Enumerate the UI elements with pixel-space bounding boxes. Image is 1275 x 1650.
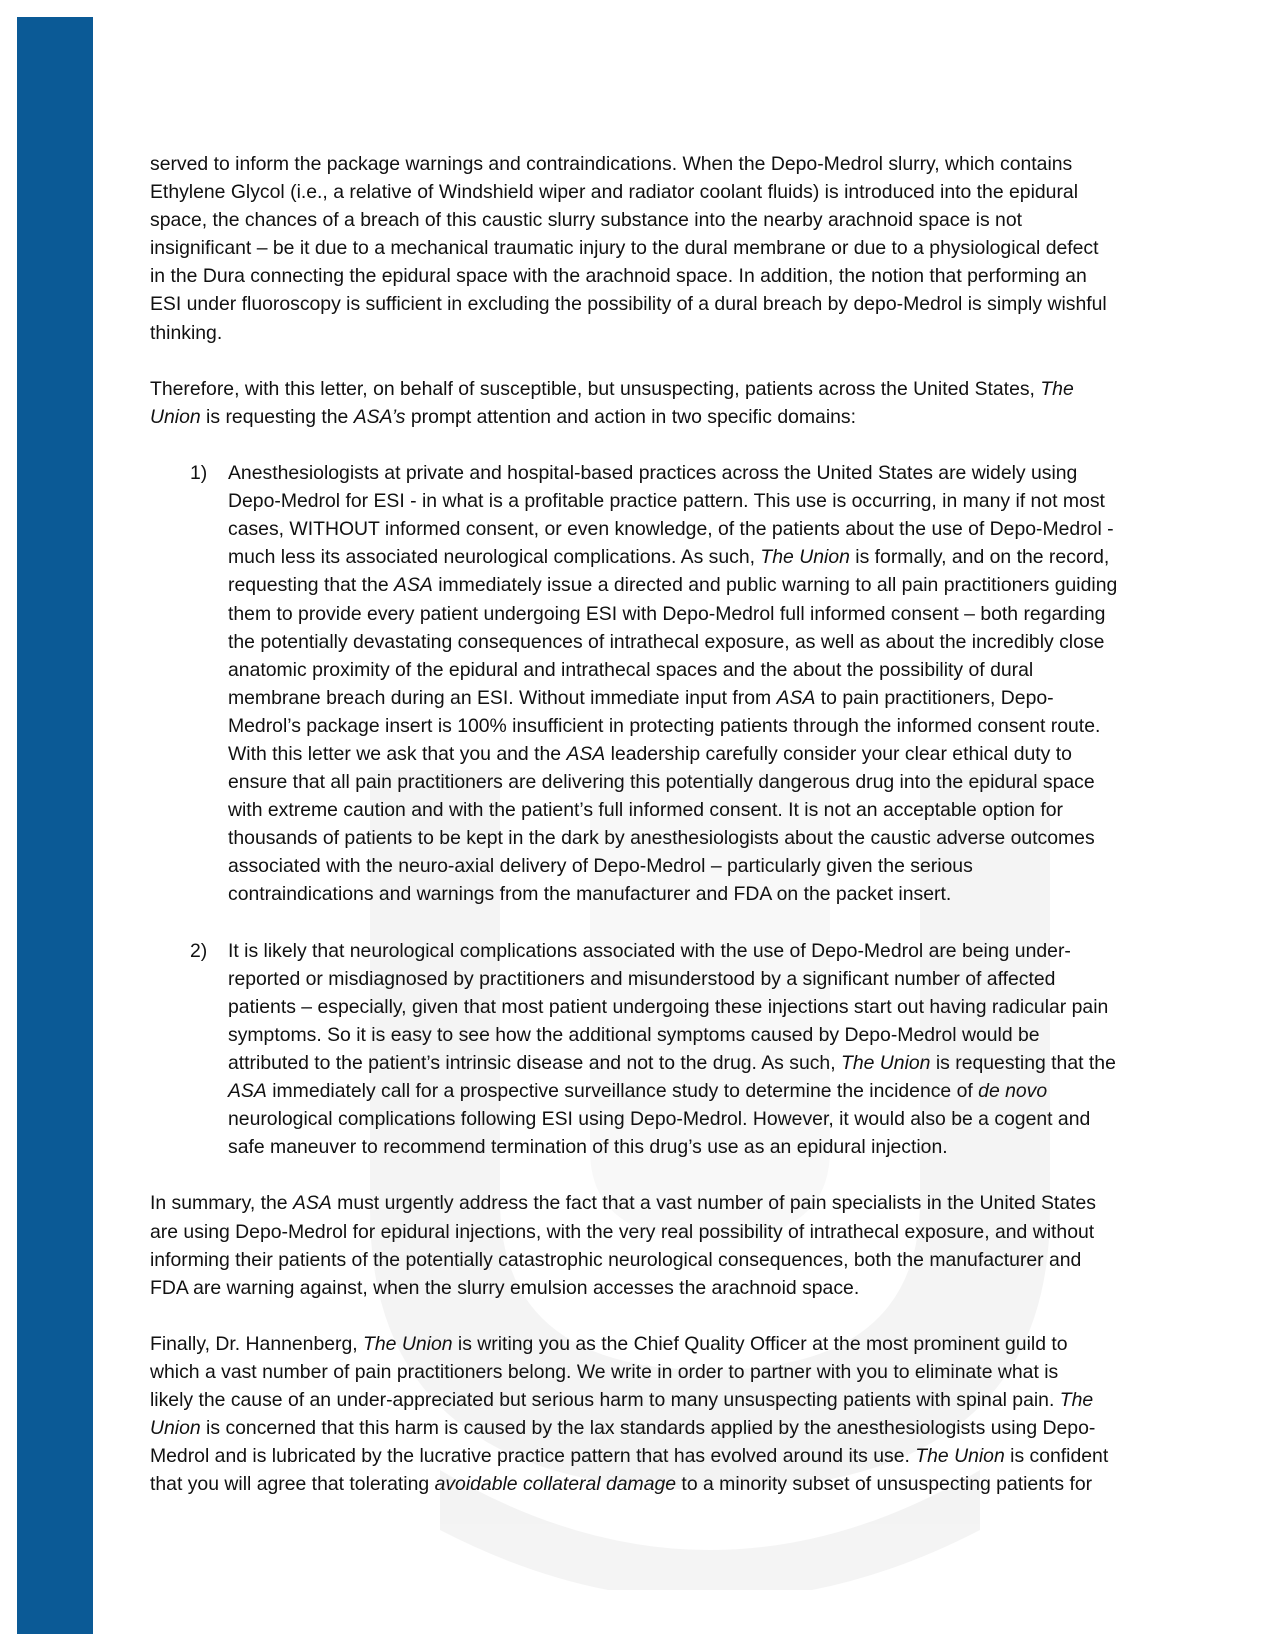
list-item-line: Anesthesiologists at private and hospital-based practices across the United States are widely using: [228, 462, 1078, 485]
paragraph-2: [150, 375, 1210, 431]
italic-run: The: [1059, 1389, 1094, 1412]
text-run: membrane breach during an ESI. Without immediate input from: [228, 686, 777, 709]
list-item-line: the potentially devastating consequences of intrathecal exposure, as well as about the incredibly close: [228, 630, 1105, 653]
list-item-line: Medrol’s package insert is 100% insufficient in protecting patients through the informed consent route.: [228, 714, 1101, 737]
text-run: prompt attention and action in two specific domains:: [405, 405, 857, 428]
italic-run: The: [1040, 377, 1074, 400]
paragraph-4-line: [150, 1442, 1210, 1470]
list-item-number: 1): [190, 462, 208, 485]
list-item-line: [228, 1077, 1210, 1105]
text-run: is concerned that this harm is caused by the lax standards applied by the anesthesiologists using Depo-: [200, 1417, 1096, 1440]
list-item-line: Depo-Medrol for ESI - in what is a profitable practice pattern. This use is occurring, in many if not most: [228, 490, 1105, 513]
italic-run: ASA: [566, 742, 606, 765]
list-item-line: [228, 543, 1210, 571]
list-item-line: [228, 1049, 1210, 1077]
paragraph-1: [150, 150, 1210, 347]
paragraph-1-line: insignificant – be it due to a mechanical traumatic injury to the dural membrane or due to a physiological defect: [150, 237, 1099, 260]
paragraph-1-line: space, the chances of a breach of this caustic slurry substance into the nearby arachnoid space is not: [150, 209, 1023, 232]
paragraph-1-line: in the Dura connecting the epidural space with the arachnoid space. In addition, the notion that performing an: [150, 265, 1087, 288]
text-run: immediately call for a prospective surveillance study to determine the incidence of: [266, 1080, 979, 1103]
list-item-line: them to provide every patient undergoing ESI with Depo-Medrol full informed consent – both regarding: [228, 602, 1106, 625]
paragraph-4-line: [150, 1386, 1210, 1414]
letter-body: [150, 150, 1210, 1527]
text-run: to pain practitioners, Depo-: [815, 686, 1054, 709]
list-item-number: 2): [190, 939, 208, 962]
italic-run: Union: [150, 405, 201, 428]
italic-run: The Union: [915, 1445, 1005, 1468]
list-item-line: with extreme caution and with the patient’s full informed consent. It is not an acceptable option for: [228, 799, 1063, 822]
text-run: With this letter we ask that you and the: [228, 742, 567, 765]
paragraph-4-line: [150, 1470, 1210, 1498]
paragraph-2-line: [150, 375, 1210, 403]
list-item-line: anatomic proximity of the epidural and intrathecal spaces and the about the possibility of dural: [228, 658, 1034, 681]
text-run: attributed to the patient’s intrinsic disease and not to the drug. As such,: [228, 1052, 841, 1074]
text-run: to a minority subset of unsuspecting patients for: [676, 1473, 1093, 1496]
list-item-2: [190, 937, 1210, 1162]
list-item-line: It is likely that neurological complications associated with the use of Depo-Medrol are being under-: [228, 939, 1071, 962]
italic-run: de novo: [978, 1080, 1048, 1103]
italic-run: The Union: [760, 546, 850, 569]
paragraph-4: [150, 1330, 1210, 1499]
list-item-line: thousands of patients to be kept in the dark by anesthesiologists about the caustic adverse outcomes: [228, 827, 1095, 850]
text-run: is requesting that the: [930, 1052, 1116, 1074]
request-list: [150, 459, 1210, 1161]
paragraph-3-line: informing their patients of the potentially catastrophic neurological consequences, both the manufacturer and: [150, 1248, 1082, 1271]
text-run: leadership carefully consider your clear ethical duty to: [605, 742, 1072, 765]
paragraph-4-line: [150, 1414, 1210, 1442]
italic-run: The Union: [363, 1332, 453, 1355]
italic-run: ASA: [394, 574, 433, 597]
paragraph-4-line: which a vast number of pain practitioners belong. We write in order to partner with you to eliminate what is: [150, 1361, 1059, 1384]
text-run: is confident: [1004, 1445, 1109, 1468]
text-run: immediately issue a directed and public warning to all pain practitioners guiding: [432, 574, 1118, 597]
list-item-line: [228, 684, 1210, 712]
italic-run: ASA’s: [353, 405, 406, 428]
list-item-line: [228, 571, 1210, 599]
list-item-line: neurological complications following ESI using Depo-Medrol. However, it would also be a cogent and: [228, 1108, 1091, 1131]
italic-run: ASA: [292, 1192, 332, 1215]
paragraph-1-line: thinking.: [150, 321, 223, 344]
list-item-line: patients – especially, given that most patient undergoing these injections start out having radicular pain: [228, 995, 1109, 1018]
text-run: Finally, Dr. Hannenberg,: [150, 1332, 364, 1355]
italic-run: avoidable collateral damage: [434, 1473, 677, 1496]
italic-run: ASA: [228, 1080, 267, 1103]
list-item-line: symptoms. So it is easy to see how the additional symptoms caused by Depo-Medrol would be: [228, 1023, 1040, 1046]
paragraph-1-line: ESI under fluoroscopy is sufficient in excluding the possibility of a dural breach by depo-Medrol is simply wishful: [150, 293, 1107, 316]
list-item-line: safe maneuver to recommend termination of this drug’s use as an epidural injection.: [228, 1136, 948, 1159]
text-run: In summary, the: [150, 1192, 293, 1215]
list-item-line: cases, WITHOUT informed consent, or even knowledge, of the patients about the use of Depo-Medrol -: [228, 518, 1114, 541]
text-run: is writing you as the Chief Quality Officer at the most prominent guild to: [452, 1332, 1068, 1355]
list-item-line: ensure that all pain practitioners are delivering this potentially dangerous drug into the epidural space: [228, 771, 1095, 794]
list-item-line: reported or misdiagnosed by practitioners and misunderstood by a significant number of affected: [228, 967, 1056, 990]
text-run: much less its associated neurological complications. As such,: [228, 546, 761, 569]
paragraph-1-line: served to inform the package warnings and contraindications. When the Depo-Medrol slurry, which contains: [150, 153, 1073, 175]
sidebar-accent-bar: [17, 17, 93, 1634]
text-run: that you will agree that tolerating: [150, 1473, 435, 1496]
italic-run: ASA: [776, 686, 816, 709]
paragraph-2-line: [150, 403, 1210, 431]
text-run: is formally, and on the record,: [849, 546, 1110, 569]
text-run: Therefore, with this letter, on behalf of susceptible, but unsuspecting, patients across the United States,: [150, 377, 1041, 400]
paragraph-3-line: FDA are warning against, when the slurry emulsion accesses the arachnoid space.: [150, 1276, 860, 1299]
italic-run: The Union: [840, 1052, 931, 1074]
text-run: must urgently address the fact that a vast number of pain specialists in the United States: [331, 1192, 1096, 1215]
text-run: requesting that the: [228, 574, 395, 597]
paragraph-1-line: Ethylene Glycol (i.e., a relative of Windshield wiper and radiator coolant fluids) is introduced into the epidural: [150, 181, 1079, 204]
list-item-line: contraindications and warnings from the manufacturer and FDA on the packet insert.: [228, 883, 952, 906]
list-item-line: associated with the neuro-axial delivery of Depo-Medrol – particularly given the serious: [228, 855, 973, 878]
paragraph-4-line: [150, 1330, 1210, 1358]
paragraph-3-line: are using Depo-Medrol for epidural injections, with the very real possibility of intrathecal exposure, and without: [150, 1220, 1095, 1243]
list-item-1: [190, 459, 1210, 909]
italic-run: Union: [150, 1417, 201, 1440]
paragraph-3: [150, 1189, 1210, 1301]
list-item-line: [228, 740, 1210, 768]
text-run: likely the cause of an under-appreciated but serious harm to many unsuspecting patients with spinal pain.: [150, 1389, 1060, 1412]
text-run: Medrol and is lubricated by the lucrative practice pattern that has evolved around its use.: [150, 1445, 916, 1468]
paragraph-3-line: [150, 1189, 1210, 1217]
text-run: is requesting the: [200, 405, 354, 428]
